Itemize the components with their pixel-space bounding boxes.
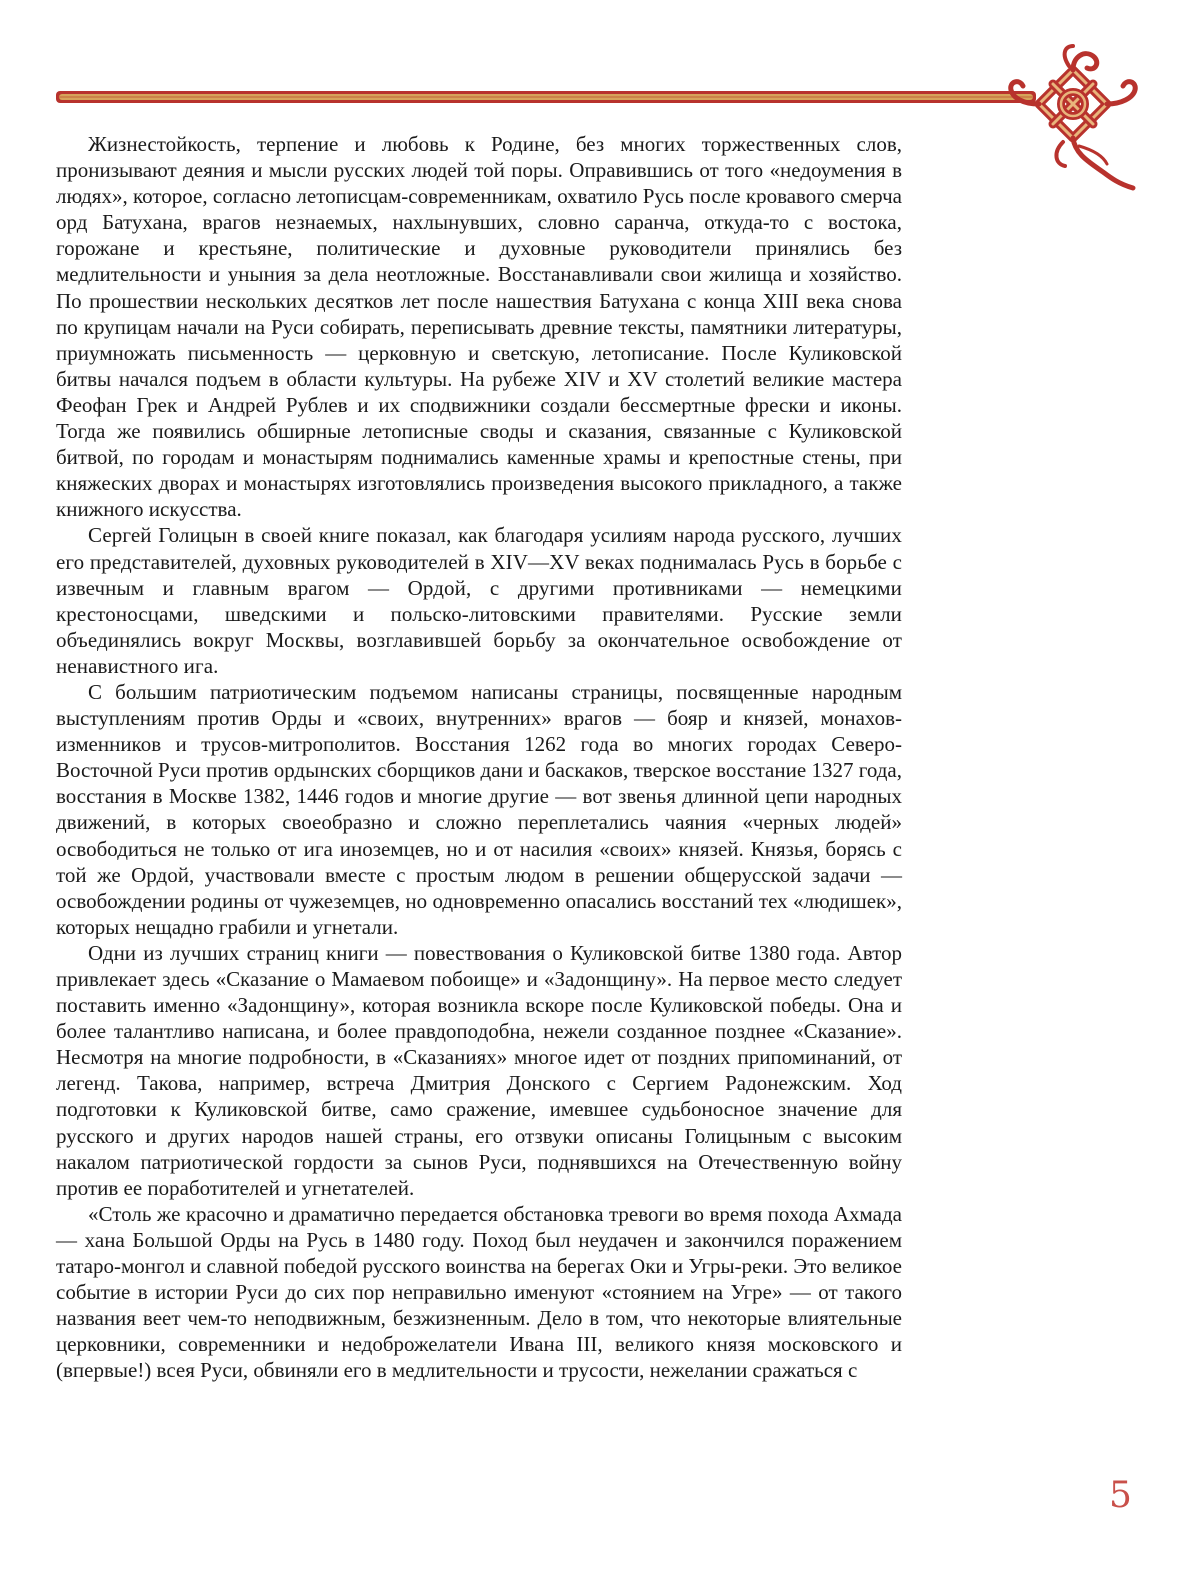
paragraph: С большим патриотическим подъемом написаны страницы, посвященные народным выступлениям против Орды и «своих, внутренних» врагов — бояр и князей, монахов-изменников и трусов-митрополитов. Восстания 1262 года во многих городах Северо-Восточной Руси против ордынских сборщиков дани и баскаков, тверское восстание 1327 года, восстания в Москве 1382, 1446 годов и многие другие — вот звенья длинной цепи народных движений, в которых своеобразно и сложно переплетались чаяния «черных людей» освободиться не только от ига иноземцев, но и от насилия «своих» князей. Князья, борясь с той же Ордой, участвовали вместе с простым людом в решении общерусской задачи — освобождении родины от чужеземцев, но одновременно опасались восстаний тех «людишек», которых нещадно грабили и угнетали. — [56, 679, 902, 939]
decorative-header-rule — [56, 91, 1036, 103]
celtic-knot-icon — [1003, 42, 1143, 192]
page-number: 5 — [1109, 1475, 1132, 1516]
paragraph: Одни из лучших страниц книги — повествования о Куликовской битве 1380 года. Автор привлекает здесь «Сказание о Мамаевом побоище» и «Задонщину». На первое место следует поставить именно «Задонщину», которая возникла вскоре после Куликовской победы. Она и более талантливо написана, и более правдоподобна, нежели созданное позднее «Сказание». Несмотря на многие подробности, в «Сказаниях» многое идет от поздних припоминаний, от легенд. Такова, например, встреча Дмитрия Донского с Сергием Радонежским. Ход подготовки к Куликовской битве, само сражение, имевшее судьбоносное значение для русского и других народов нашей страны, его отзвуки описаны Голицыным с высоким накалом патриотической гордости за сынов Руси, поднявшихся на Отечественную войну против ее поработителей и угнетателей. — [56, 940, 902, 1200]
body-text — [56, 131, 902, 1384]
paragraph: Сергей Голицын в своей книге показал, как благодаря усилиям народа русского, лучших его представителей, духовных руководителей в XIV—XV веках поднималась Русь в борьбе с извечным и главным врагом — Ордой, с другими противниками — немецкими крестоносцами, шведскими и польско-литовскими правителями. Русские земли объединялись вокруг Москвы, возглавившей борьбу за окончательное освобождение от ненавистного ига. — [56, 523, 902, 678]
paragraph: «Столь же красочно и драматично передается обстановка тревоги во время похода Ахмада — хана Большой Орды на Русь в 1480 году. Поход был неудачен и закончился поражением татаро-монгол и славной победой русского воинства на берегах Оки и Угры-реки. Это великое событие в истории Руси до сих пор неправильно именуют «стоянием на Угре» — от такого названия веет чем-то неподвижным, безжизненным. Дело в том, что некоторые влиятельные церковники, современники и недоброжелатели Ивана III, великого князя московского и (впервые!) всея Руси, обвиняли его в медлительности и трусости, нежелании сражаться с — [56, 1201, 902, 1383]
paragraph: Жизнестойкость, терпение и любовь к Родине, без многих торжественных слов, пронизывают деяния и мысли русских людей той поры. Оправившись от того «недоумения в людях», которое, согласно летописцам-современникам, охватило Русь после кровавого смерча орд Батухана, врагов незнаемых, нахлынувших, словно саранча, откуда-то с востока, горожане и крестьяне, политические и духовные руководители принялись без медлительности и уныния за дела неотложные. Восстанавливали свои жилища и хозяйство. По прошествии нескольких десятков лет после нашествия Батухана с конца XIII века снова по крупицам начали на Руси собирать, переписывать древние тексты, памятники литературы, приумножать письменность — церковную и светскую, летописание. После Куликовской битвы начался подъем в области культуры. На рубеже XIV и XV столетий великие мастера Феофан Грек и Андрей Рублев и их сподвижники создали бессмертные фрески и иконы. Тогда же появились обширные летописные своды и сказания, связанные с Куликовской битвой, по городам и монастырям поднимались каменные храмы и крепостные стены, при княжеских дворах и монастырях изготовлялись произведения высокого прикладного, а также книжного искусства. — [56, 132, 902, 522]
